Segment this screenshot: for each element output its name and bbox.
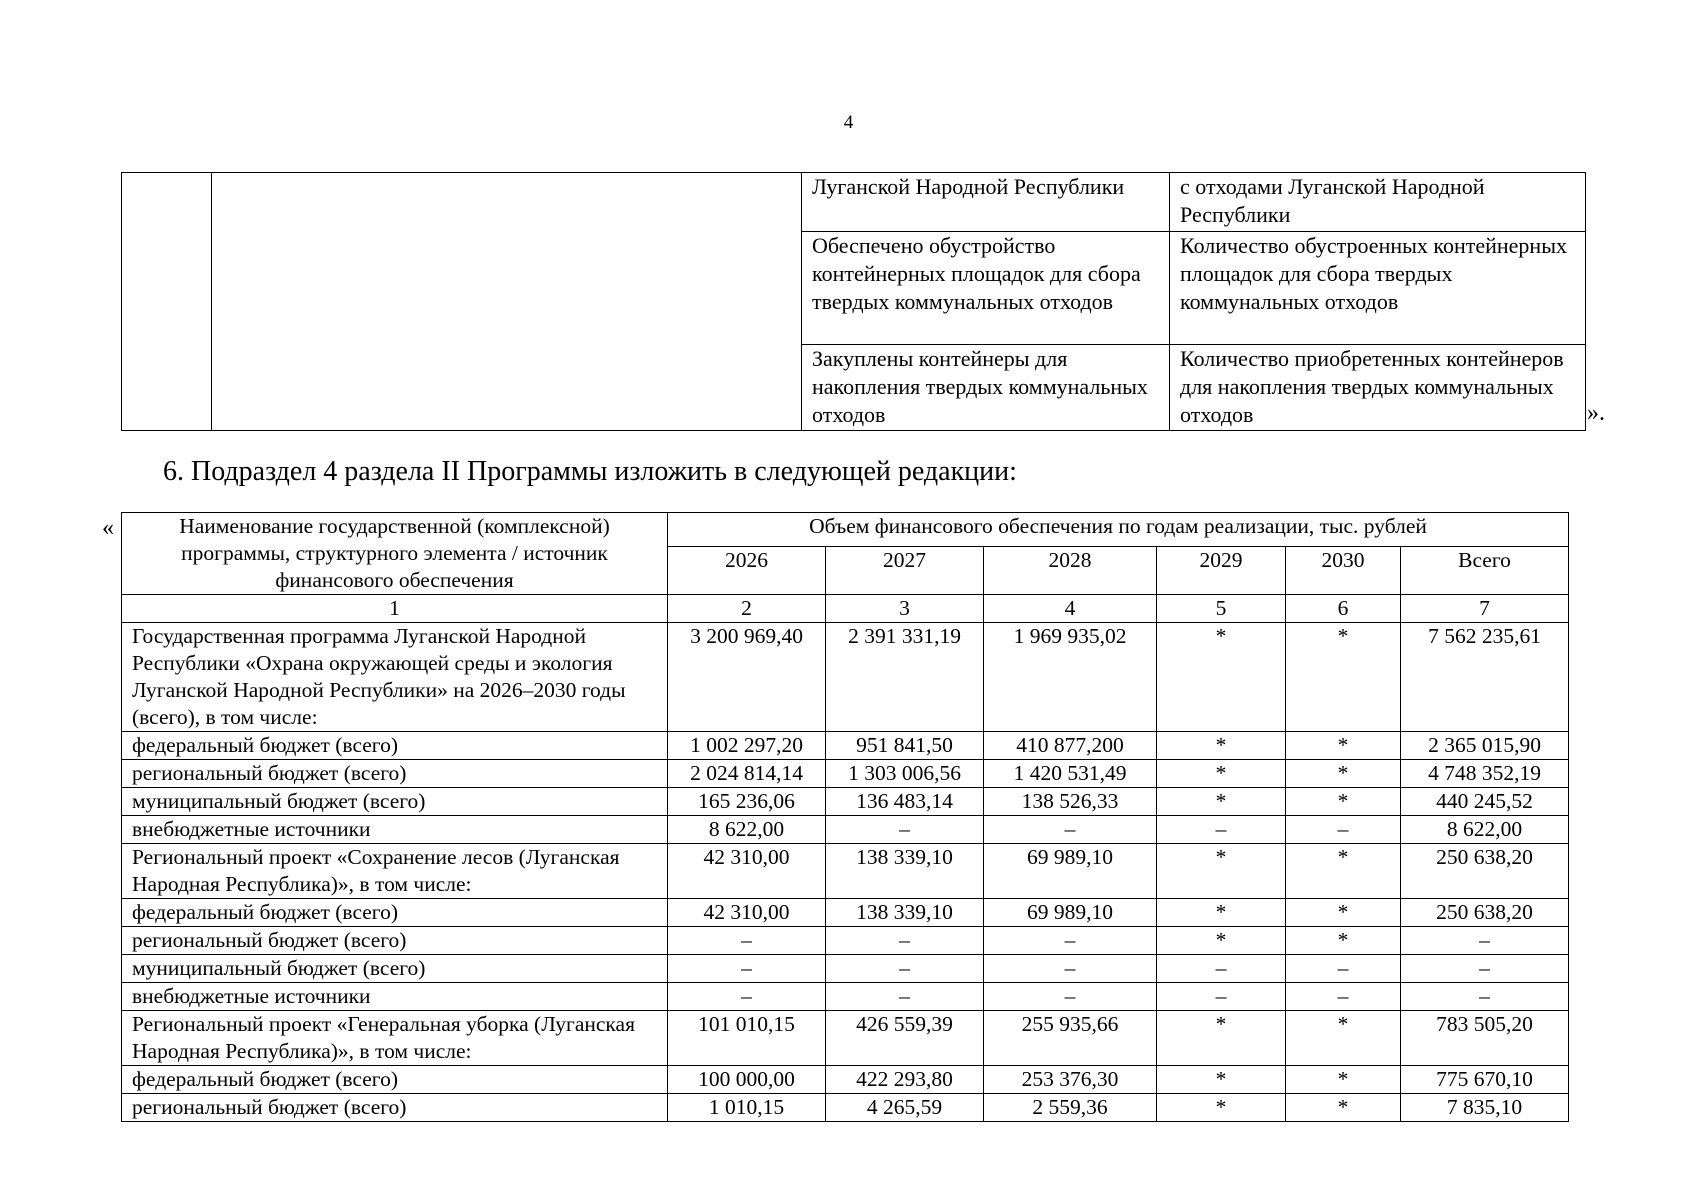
value-cell: * <box>1157 760 1286 788</box>
closing-quote-mark: ». <box>1587 400 1605 426</box>
amendment-paragraph: 6. Подраздел 4 раздела II Программы изложить в следующей редакции: <box>163 456 1017 487</box>
value-cell: 2 391 331,19 <box>826 623 984 732</box>
value-cell: 42 310,00 <box>668 899 826 927</box>
value-cell: 253 376,30 <box>984 1066 1157 1094</box>
table-row <box>122 1066 1569 1094</box>
column-numbers-row <box>122 595 1569 623</box>
row-name-cell: муниципальный бюджет (всего) <box>122 788 668 816</box>
value-cell: 783 505,20 <box>1401 1011 1569 1066</box>
row-name-cell: Государственная программа Луганской Народной Республики «Охрана окружающей среды и экология Луганской Народной Республики» на 2026–2030 годы (всего), в том числе: <box>122 623 668 732</box>
table-row <box>122 844 1569 899</box>
value-cell: 410 877,200 <box>984 732 1157 760</box>
row-name-cell: региональный бюджет (всего) <box>122 760 668 788</box>
row-name-cell: Региональный проект «Сохранение лесов (Луганская Народная Республика)», в том числе: <box>122 844 668 899</box>
value-cell: 8 622,00 <box>668 816 826 844</box>
value-cell: 138 339,10 <box>826 899 984 927</box>
value-cell: – <box>668 927 826 955</box>
result-cell: Обеспечено обустройство контейнерных площадок для сбора твердых коммунальных отходов <box>802 232 1170 345</box>
value-cell: – <box>1157 983 1286 1011</box>
value-cell: 1 303 006,56 <box>826 760 984 788</box>
value-cell: – <box>668 955 826 983</box>
column-number: 5 <box>1157 595 1286 623</box>
value-cell: 138 339,10 <box>826 844 984 899</box>
value-cell: * <box>1157 899 1286 927</box>
value-cell: 100 000,00 <box>668 1066 826 1094</box>
value-cell: 1 969 935,02 <box>984 623 1157 732</box>
value-cell: 440 245,52 <box>1401 788 1569 816</box>
value-cell: 165 236,06 <box>668 788 826 816</box>
table-row <box>122 983 1569 1011</box>
row-name-cell: муниципальный бюджет (всего) <box>122 955 668 983</box>
value-cell: * <box>1286 1066 1401 1094</box>
year-2027-header: 2027 <box>826 547 984 595</box>
value-cell: 69 989,10 <box>984 844 1157 899</box>
column-number: 3 <box>826 595 984 623</box>
table-row <box>122 927 1569 955</box>
value-cell: 69 989,10 <box>984 899 1157 927</box>
value-cell: * <box>1286 1011 1401 1066</box>
value-cell: * <box>1157 788 1286 816</box>
finance-table <box>121 512 1569 1122</box>
value-cell: – <box>1286 816 1401 844</box>
row-name-cell: региональный бюджет (всего) <box>122 1094 668 1122</box>
year-2030-header: 2030 <box>1286 547 1401 595</box>
value-cell: 255 935,66 <box>984 1011 1157 1066</box>
value-cell: * <box>1286 844 1401 899</box>
table-row <box>122 955 1569 983</box>
value-cell: – <box>984 816 1157 844</box>
indicator-cell: Количество обустроенных контейнерных площадок для сбора твердых коммунальных отходов <box>1170 232 1586 345</box>
value-cell: 426 559,39 <box>826 1011 984 1066</box>
value-cell: * <box>1286 927 1401 955</box>
column-number: 2 <box>668 595 826 623</box>
row-name-cell: Региональный проект «Генеральная уборка (Луганская Народная Республика)», в том числе: <box>122 1011 668 1066</box>
value-cell: 4 265,59 <box>826 1094 984 1122</box>
value-cell: – <box>984 983 1157 1011</box>
value-cell: 101 010,15 <box>668 1011 826 1066</box>
value-cell: * <box>1286 1094 1401 1122</box>
empty-cell <box>212 173 802 431</box>
value-cell: – <box>1157 816 1286 844</box>
indicator-cell: Количество приобретенных контейнеров для накопления твердых коммунальных отходов <box>1170 345 1586 431</box>
total-header: Всего <box>1401 547 1569 595</box>
year-2029-header: 2029 <box>1157 547 1286 595</box>
value-cell: 250 638,20 <box>1401 844 1569 899</box>
value-cell: * <box>1157 1066 1286 1094</box>
value-cell: 138 526,33 <box>984 788 1157 816</box>
value-cell: * <box>1157 732 1286 760</box>
value-cell: – <box>984 927 1157 955</box>
value-cell: 1 420 531,49 <box>984 760 1157 788</box>
year-2028-header: 2028 <box>984 547 1157 595</box>
row-name-cell: внебюджетные источники <box>122 983 668 1011</box>
value-cell: 136 483,14 <box>826 788 984 816</box>
value-cell: 7 562 235,61 <box>1401 623 1569 732</box>
results-table <box>121 172 1586 431</box>
row-name-cell: региональный бюджет (всего) <box>122 927 668 955</box>
value-cell: – <box>826 955 984 983</box>
value-cell: * <box>1157 623 1286 732</box>
value-cell: 2 024 814,14 <box>668 760 826 788</box>
value-cell: 775 670,10 <box>1401 1066 1569 1094</box>
table-row <box>122 788 1569 816</box>
value-cell: * <box>1286 899 1401 927</box>
value-cell: * <box>1157 1011 1286 1066</box>
row-name-cell: федеральный бюджет (всего) <box>122 732 668 760</box>
result-cell: Луганской Народной Республики <box>802 173 1170 232</box>
value-cell: – <box>826 816 984 844</box>
value-cell: * <box>1157 844 1286 899</box>
column-number: 1 <box>122 595 668 623</box>
value-cell: 250 638,20 <box>1401 899 1569 927</box>
value-cell: * <box>1286 760 1401 788</box>
year-2026-header: 2026 <box>668 547 826 595</box>
value-cell: * <box>1157 927 1286 955</box>
table-row <box>122 173 1586 232</box>
row-name-cell: федеральный бюджет (всего) <box>122 899 668 927</box>
value-cell: 4 748 352,19 <box>1401 760 1569 788</box>
value-cell: – <box>668 983 826 1011</box>
value-cell: 3 200 969,40 <box>668 623 826 732</box>
value-cell: * <box>1157 1094 1286 1122</box>
value-cell: – <box>984 955 1157 983</box>
value-cell: * <box>1286 788 1401 816</box>
header-row <box>122 513 1569 547</box>
value-cell: – <box>1401 955 1569 983</box>
column-number: 7 <box>1401 595 1569 623</box>
column-number: 6 <box>1286 595 1401 623</box>
value-cell: 951 841,50 <box>826 732 984 760</box>
value-cell: * <box>1286 623 1401 732</box>
value-cell: 8 622,00 <box>1401 816 1569 844</box>
value-cell: 7 835,10 <box>1401 1094 1569 1122</box>
table-row <box>122 816 1569 844</box>
value-cell: – <box>1286 983 1401 1011</box>
indicator-cell: с отходами Луганской Народной Республики <box>1170 173 1586 232</box>
header-group-cell: Объем финансового обеспечения по годам реализации, тыс. рублей <box>668 513 1569 547</box>
table-row <box>122 899 1569 927</box>
value-cell: – <box>826 927 984 955</box>
empty-cell <box>122 173 212 431</box>
table-row <box>122 732 1569 760</box>
value-cell: – <box>1401 927 1569 955</box>
header-name-cell: Наименование государственной (комплексной) программы, структурного элемента / источник финансового обеспечения <box>122 513 668 595</box>
row-name-cell: федеральный бюджет (всего) <box>122 1066 668 1094</box>
value-cell: 2 365 015,90 <box>1401 732 1569 760</box>
page-number: 4 <box>843 112 854 133</box>
value-cell: 1 002 297,20 <box>668 732 826 760</box>
table-row <box>122 760 1569 788</box>
value-cell: * <box>1286 732 1401 760</box>
value-cell: – <box>1401 983 1569 1011</box>
result-cell: Закуплены контейнеры для накопления твердых коммунальных отходов <box>802 345 1170 431</box>
opening-quote-mark: « <box>102 515 114 541</box>
value-cell: 42 310,00 <box>668 844 826 899</box>
value-cell: 422 293,80 <box>826 1066 984 1094</box>
value-cell: – <box>826 983 984 1011</box>
column-number: 4 <box>984 595 1157 623</box>
row-name-cell: внебюджетные источники <box>122 816 668 844</box>
value-cell: 2 559,36 <box>984 1094 1157 1122</box>
table-row <box>122 1094 1569 1122</box>
value-cell: 1 010,15 <box>668 1094 826 1122</box>
value-cell: – <box>1286 955 1401 983</box>
table-row <box>122 1011 1569 1066</box>
table-row <box>122 623 1569 732</box>
value-cell: – <box>1157 955 1286 983</box>
